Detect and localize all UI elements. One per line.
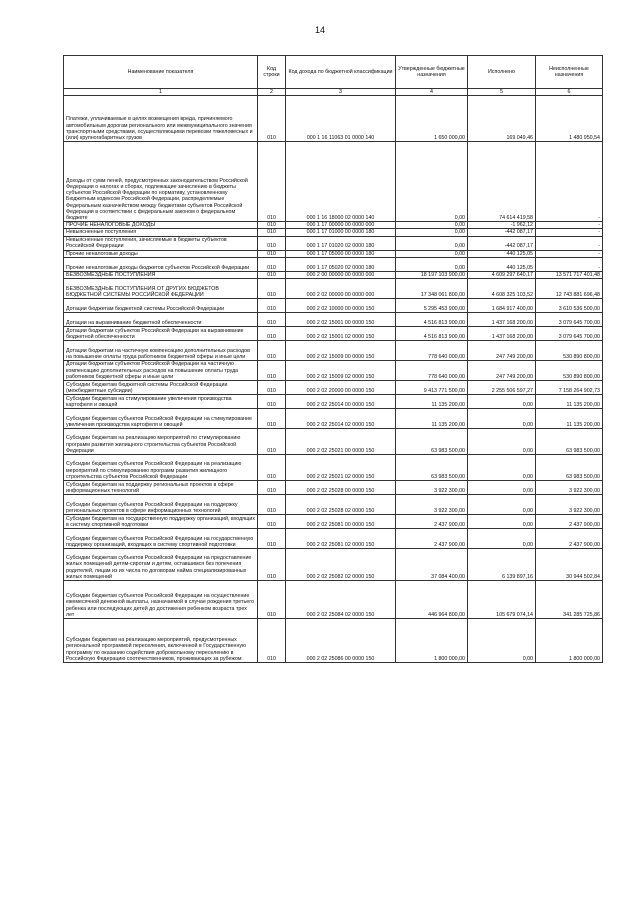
cell-unexecuted: 11 135 200,00 [536,409,603,429]
cell-approved: 0,00 [396,222,468,229]
cell-code: 010 [258,142,286,222]
cell-name: Субсидии бюджетам субъектов Российской Федерации на поддержку региональных проектов в сфере информационных технологий [64,495,258,515]
cell-name: Невыясненные поступления, зачисляемые в бюджеты субъектов Российской Федерации [64,236,258,250]
cell-code: 010 [258,271,286,278]
cell-approved: 446 964 800,00 [396,581,468,619]
cell-approved: 2 437 900,00 [396,529,468,549]
cell-kbk: 000 1 17 01020 02 0000 180 [286,236,396,250]
cell-executed: 247 749 200,00 [468,341,536,361]
header-unexecuted: Неисполненные назначения [536,56,603,89]
cell-kbk: 000 1 17 05000 00 0000 180 [286,250,396,257]
cell-code: 010 [258,96,286,142]
column-number: 6 [536,89,603,96]
cell-name: Субсидии бюджетам на поддержку региональных проектов в сфере информационных технологий [64,481,258,495]
cell-name: БЕЗВОЗМЕЗДНЫЕ ПОСТУПЛЕНИЯ [64,271,258,278]
cell-unexecuted: 2 437 900,00 [536,515,603,529]
cell-code: 010 [258,549,286,581]
table-row [64,299,603,313]
table-row [64,257,603,271]
header-code: Код строки [258,56,286,89]
cell-unexecuted: - [536,222,603,229]
table-row [64,271,603,278]
cell-kbk: 000 2 02 25086 00 0000 150 [286,619,396,663]
table-row [64,455,603,481]
table-row [64,361,603,381]
table-row [64,250,603,257]
cell-executed: 0,00 [468,481,536,495]
cell-code: 010 [258,481,286,495]
cell-name: Субсидии бюджетам бюджетной системы Российской Федерации (межбюджетные субсидии) [64,381,258,395]
cell-code: 010 [258,299,286,313]
cell-unexecuted: 12 743 881 696,48 [536,279,603,299]
cell-kbk: 000 2 02 10000 00 0000 150 [286,299,396,313]
cell-name: БЕЗВОЗМЕЗДНЫЕ ПОСТУПЛЕНИЯ ОТ ДРУГИХ БЮДЖЕТОВ БЮДЖЕТНОЙ СИСТЕМЫ РОССИЙСКОЙ ФЕДЕРАЦИИ [64,279,258,299]
cell-code: 010 [258,619,286,663]
cell-executed: 0,00 [468,429,536,455]
cell-name: Прочие неналоговые доходы бюджетов субъектов Российской Федерации [64,257,258,271]
cell-unexecuted: - [536,229,603,236]
cell-approved: 778 640 000,00 [396,341,468,361]
cell-code: 010 [258,361,286,381]
cell-kbk: 000 2 02 25021 00 0000 150 [286,429,396,455]
table-row [64,381,603,395]
cell-name: Доходы от сумм пеней, предусмотренных законодательством Российской Федерации о налогах и сборах, подлежащие зачислению в бюджеты субъектов Российской Федерации по нормативу, установленному Бюджетным кодексом Российской Федерации, распределяемые Федеральным казначейством между бюджетами субъектов Российской Федерации в соответствии с федеральным законом о федеральном бюджете [64,142,258,222]
column-number: 4 [396,89,468,96]
cell-kbk: 000 2 02 15009 02 0000 150 [286,361,396,381]
table-row [64,429,603,455]
table-row [64,581,603,619]
cell-name: Дотации бюджетам на частичную компенсацию дополнительных расходов на повышение оплаты труда работников бюджетной сферы и иные цели [64,341,258,361]
cell-name: Невыясненные поступления [64,229,258,236]
cell-name: Субсидии бюджетам субъектов Российской Федерации на предоставление жилых помещений детям-сиротам и детям, оставшимся без попечения родителей, лицам из их числа по договорам найма специализированных жилых помещений [64,549,258,581]
cell-executed: -442 087,17 [468,236,536,250]
cell-executed: 0,00 [468,495,536,515]
table-row [64,515,603,529]
cell-unexecuted: 7 158 264 902,73 [536,381,603,395]
cell-executed: 1 437 168 200,00 [468,313,536,327]
cell-executed: 6 139 897,16 [468,549,536,581]
cell-kbk: 000 2 02 25081 02 0000 150 [286,529,396,549]
table-row [64,395,603,409]
cell-unexecuted: 63 983 500,00 [536,455,603,481]
column-number: 5 [468,89,536,96]
cell-kbk: 000 2 02 15001 02 0000 150 [286,327,396,341]
cell-approved: 1 800 000,00 [396,619,468,663]
cell-approved: 0,00 [396,250,468,257]
cell-approved: 0,00 [396,236,468,250]
table-row [64,409,603,429]
cell-approved: 2 437 900,00 [396,515,468,529]
cell-kbk: 000 2 02 25084 02 0000 150 [286,581,396,619]
cell-code: 010 [258,395,286,409]
cell-code: 010 [258,279,286,299]
cell-name: Субсидии бюджетам на стимулирование увеличения производства картофеля и овощей [64,395,258,409]
cell-code: 010 [258,495,286,515]
cell-executed: 1 684 917 400,00 [468,299,536,313]
cell-executed: 440 125,05 [468,250,536,257]
cell-unexecuted: 3 922 300,00 [536,495,603,515]
cell-kbk: 000 2 02 20000 00 0000 150 [286,381,396,395]
cell-code: 010 [258,581,286,619]
cell-code: 010 [258,236,286,250]
cell-name: Субсидии бюджетам на реализацию мероприятий, предусмотренных региональной программой переселения, включенной в Государственную программу по оказанию содействия добровольному переселению в Российскую Федерацию соотечественников, проживающих за рубежом [64,619,258,663]
cell-executed: -442 087,17 [468,229,536,236]
cell-approved: 18 197 103 900,00 [396,271,468,278]
cell-executed: 105 679 074,14 [468,581,536,619]
cell-kbk: 000 2 02 25014 02 0000 150 [286,409,396,429]
cell-kbk: 000 2 02 25028 02 0000 150 [286,495,396,515]
cell-kbk: 000 1 17 00000 00 0000 000 [286,222,396,229]
cell-kbk: 000 2 02 25081 00 0000 150 [286,515,396,529]
cell-code: 010 [258,229,286,236]
cell-executed: 4 608 325 103,52 [468,279,536,299]
cell-executed: 0,00 [468,619,536,663]
cell-unexecuted: 30 944 502,84 [536,549,603,581]
cell-name: ПРОЧИЕ НЕНАЛОГОВЫЕ ДОХОДЫ [64,222,258,229]
cell-kbk: 000 1 16 11063 01 0000 140 [286,96,396,142]
header-executed: Исполнено [468,56,536,89]
column-number: 3 [286,89,396,96]
cell-executed: 169 049,46 [468,96,536,142]
cell-executed: 4 609 297 640,17 [468,271,536,278]
table-row [64,619,603,663]
column-number-row [64,89,603,96]
table-row [64,549,603,581]
table-row [64,229,603,236]
cell-unexecuted: 530 890 800,00 [536,361,603,381]
cell-name: Дотации бюджетам субъектов Российской Федерации на выравнивание бюджетной обеспеченности [64,327,258,341]
cell-approved: 11 135 200,00 [396,409,468,429]
cell-name: Дотации бюджетам субъектов Российской Федерации на частичную компенсацию дополнительных расходов на повышение оплаты труда работников бюджетной сферы и иные цели [64,361,258,381]
cell-kbk: 000 1 17 05020 02 0000 180 [286,257,396,271]
budget-revenue-table [63,55,603,663]
cell-kbk: 000 2 02 15001 00 0000 150 [286,313,396,327]
cell-approved: 3 922 300,00 [396,481,468,495]
cell-name: Прочие неналоговые доходы [64,250,258,257]
cell-approved: 37 084 400,00 [396,549,468,581]
cell-code: 010 [258,515,286,529]
cell-executed: -1 962,12 [468,222,536,229]
header-kbk: Код дохода по бюджетной классификации [286,56,396,89]
cell-name: Субсидии бюджетам на государственную поддержку организаций, входящих в систему спортивной подготовки [64,515,258,529]
cell-executed: 0,00 [468,395,536,409]
table-row [64,481,603,495]
cell-approved: 0,00 [396,257,468,271]
table-row [64,96,603,142]
table-row [64,313,603,327]
cell-approved: 5 295 453 900,00 [396,299,468,313]
cell-name: Субсидии бюджетам субъектов Российской Федерации на осуществление ежемесячной денежной выплаты, назначаемой в случае рождения третьего ребенка или последующих детей до достижения ребенком возраста трех лет [64,581,258,619]
cell-name: Платежи, уплачиваемые в целях возмещения вреда, причиняемого автомобильным дорогам регионального или межмуниципального значения транспортными средствами, осуществляющими перевозки тяжеловесных и (или) крупногабаритных грузов [64,96,258,142]
cell-code: 010 [258,455,286,481]
cell-name: Субсидии бюджетам субъектов Российской Федерации на стимулирование увеличения производства картофеля и овощей [64,409,258,429]
cell-code: 010 [258,429,286,455]
table-row [64,236,603,250]
cell-approved: 63 983 500,00 [396,455,468,481]
cell-unexecuted: 3 079 645 700,00 [536,327,603,341]
cell-kbk: 000 2 02 00000 00 0000 000 [286,279,396,299]
cell-name: Субсидии бюджетам на реализацию мероприятий по стимулированию программ развития жилищного строительства субъектов Российской Федерации [64,429,258,455]
cell-executed: 0,00 [468,409,536,429]
cell-executed: 1 437 168 200,00 [468,327,536,341]
header-approved: Утвержденные бюджетные назначения [396,56,468,89]
cell-executed: 0,00 [468,529,536,549]
cell-unexecuted: 2 437 900,00 [536,529,603,549]
cell-name: Дотации бюджетам бюджетной системы Российской Федерации [64,299,258,313]
cell-code: 010 [258,222,286,229]
table-row [64,142,603,222]
cell-approved: 3 922 300,00 [396,495,468,515]
cell-code: 010 [258,381,286,395]
cell-unexecuted: 63 983 500,00 [536,429,603,455]
cell-executed: 0,00 [468,515,536,529]
header-row [64,56,603,89]
cell-code: 010 [258,327,286,341]
table-row [64,529,603,549]
cell-approved: 1 650 000,00 [396,96,468,142]
header-name: Наименование показателя [64,56,258,89]
table-row [64,279,603,299]
table-row [64,341,603,361]
cell-executed: 247 749 200,00 [468,361,536,381]
cell-code: 010 [258,529,286,549]
cell-unexecuted: - [536,257,603,271]
column-number: 2 [258,89,286,96]
cell-approved: 0,00 [396,142,468,222]
cell-executed: 440 125,05 [468,257,536,271]
cell-code: 010 [258,257,286,271]
column-number: 1 [64,89,258,96]
cell-unexecuted: 341 285 725,86 [536,581,603,619]
cell-unexecuted: 530 890 800,00 [536,341,603,361]
cell-executed: 74 614 419,58 [468,142,536,222]
cell-unexecuted: 13 571 717 401,48 [536,271,603,278]
table-row [64,495,603,515]
cell-code: 010 [258,409,286,429]
cell-kbk: 000 2 02 25021 02 0000 150 [286,455,396,481]
cell-unexecuted: 3 079 645 700,00 [536,313,603,327]
cell-kbk: 000 1 17 01000 00 0000 180 [286,229,396,236]
cell-kbk: 000 2 02 25028 00 0000 150 [286,481,396,495]
table-row [64,222,603,229]
cell-approved: 63 983 500,00 [396,429,468,455]
cell-unexecuted: 1 800 000,00 [536,619,603,663]
cell-unexecuted: 3 610 536 500,00 [536,299,603,313]
cell-unexecuted: 1 480 950,54 [536,96,603,142]
cell-executed: 2 255 506 597,27 [468,381,536,395]
cell-approved: 9 413 771 500,00 [396,381,468,395]
cell-kbk: 000 2 00 00000 00 0000 000 [286,271,396,278]
table-row [64,327,603,341]
cell-kbk: 000 2 02 15009 00 0000 150 [286,341,396,361]
cell-code: 010 [258,250,286,257]
cell-approved: 17 348 061 800,00 [396,279,468,299]
cell-code: 010 [258,313,286,327]
cell-executed: 0,00 [468,455,536,481]
cell-unexecuted: 3 922 300,00 [536,481,603,495]
cell-approved: 4 516 813 900,00 [396,327,468,341]
page-number: 14 [314,25,325,35]
cell-approved: 11 135 200,00 [396,395,468,409]
cell-name: Субсидии бюджетам субъектов Российской Федерации на реализацию мероприятий по стимулированию программ развития жилищного строительства субъектов Российской Федерации [64,455,258,481]
cell-approved: 778 640 000,00 [396,361,468,381]
cell-unexecuted: - [536,236,603,250]
cell-approved: 0,00 [396,229,468,236]
cell-kbk: 000 2 02 25082 02 0000 150 [286,549,396,581]
cell-code: 010 [258,341,286,361]
cell-unexecuted: - [536,142,603,222]
cell-approved: 4 516 813 900,00 [396,313,468,327]
cell-unexecuted: 11 135 200,00 [536,395,603,409]
cell-name: Дотации на выравнивание бюджетной обеспеченности [64,313,258,327]
cell-kbk: 000 1 16 18000 02 0000 140 [286,142,396,222]
cell-name: Субсидии бюджетам субъектов Российской Федерации на государственную поддержку организаций, входящих в систему спортивной подготовки [64,529,258,549]
cell-kbk: 000 2 02 25014 00 0000 150 [286,395,396,409]
cell-unexecuted: - [536,250,603,257]
